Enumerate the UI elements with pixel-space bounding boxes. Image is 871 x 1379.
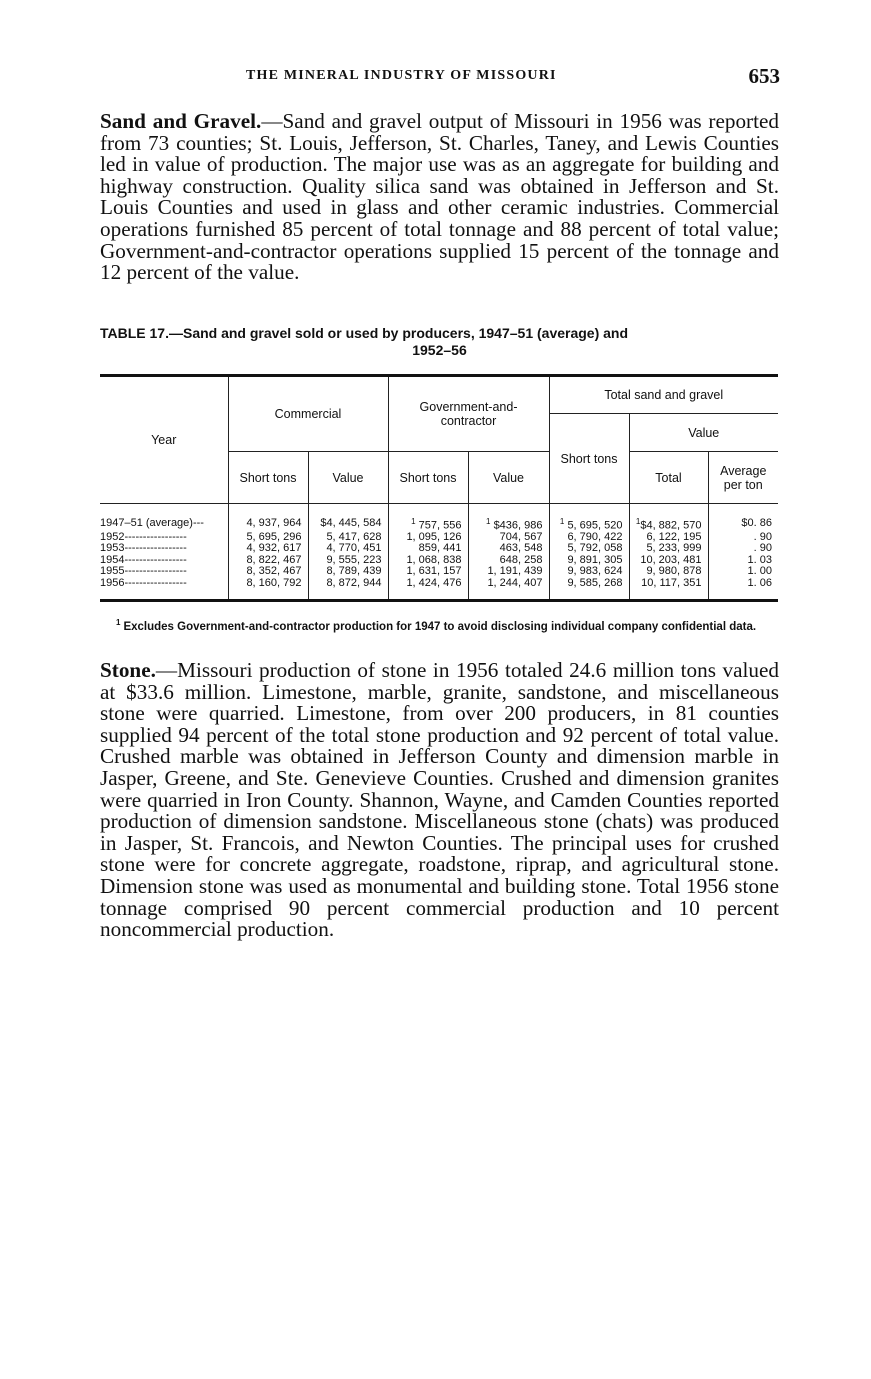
average-cell: . 90	[708, 532, 778, 543]
total-tons-cell: 9, 983, 624	[549, 566, 629, 577]
year-cell: 1952-----------------	[100, 531, 187, 544]
commercial-tons-cell: 4, 937, 964	[228, 504, 308, 533]
footnote-number: 1	[116, 618, 121, 627]
col-header-average-per-ton: Average per ton	[708, 452, 778, 504]
government-tons-cell: 859, 441	[388, 543, 468, 554]
commercial-value-cell: 8, 872, 944	[308, 578, 388, 601]
year-cell: 1947–51 (average)---	[100, 517, 204, 530]
table-caption-line2: 1952–56	[412, 342, 467, 358]
government-tons-cell: $^1$ 757, 556	[388, 504, 468, 533]
government-value-cell: 1, 244, 407	[468, 578, 549, 601]
commercial-value-cell: 8, 789, 439	[308, 566, 388, 577]
year-cell: 1953-----------------	[100, 542, 187, 555]
total-value-cell: 10, 203, 481	[629, 555, 708, 566]
year-cell: 1954-----------------	[100, 553, 187, 566]
average-cell: 1. 00	[708, 566, 778, 577]
stone-text: —Missouri production of stone in 1956 totaled 24.6 million tons valued at $33.6 million. Limestone, marble, granite, sandstone, and miscellaneous stone were quarried. Limestone, from over 200 producers, in 81 counties supplied 94 percent of the total stone production and 92 percent of total value. Crushed marble was obtained in Jefferson County and dimension marble in Jasper, Greene, and Ste. Genevieve Counties. Crushed and dimension granites were quarried in Iron County. Shannon, Wayne, and Camden Counties reported production of dimension sandstone. Miscellaneous stone (chats) was produced in Jasper, St. Francois, and Newton Counties. The principal uses for crushed stone were for concrete aggregate, roadstone, riprap, and agricultural stone. Dimension stone was used as monumental and building stone. Total 1956 stone tonnage comprised 90 percent commercial production and 10 percent noncommercial production.	[100, 658, 779, 942]
table-caption-line1: TABLE 17.—Sand and gravel sold or used by producers, 1947–51 (average) and	[100, 325, 629, 341]
average-cell: 1. 03	[708, 555, 778, 566]
total-tons-cell: 5, 792, 058	[549, 543, 629, 554]
commercial-tons-cell: 8, 352, 467	[228, 566, 308, 577]
page-number: 653	[748, 64, 780, 88]
footnote-mark: 1	[411, 517, 416, 526]
col-header-government: Government-and-contractor	[388, 376, 549, 452]
government-tons-cell: 1, 095, 126	[388, 532, 468, 543]
government-value-cell: 1, 191, 439	[468, 566, 549, 577]
commercial-value-cell: 4, 770, 451	[308, 543, 388, 554]
total-tons-cell: 6, 790, 422	[549, 532, 629, 543]
col-header-value-group: Value	[629, 414, 778, 452]
stone-heading: Stone.	[100, 658, 156, 682]
col-header-total: Total sand and gravel	[549, 376, 778, 414]
footnote-mark: 1	[559, 517, 565, 526]
average-cell: 1. 06	[708, 578, 778, 601]
table-footnote	[100, 617, 779, 633]
commercial-tons-cell: 4, 932, 617	[228, 543, 308, 554]
government-value-cell: $^1$ $436, 986	[468, 504, 549, 533]
footnote-mark: 1	[486, 517, 491, 526]
commercial-value-cell: 9, 555, 223	[308, 555, 388, 566]
col-header-government-value: Value	[468, 452, 549, 504]
sand-gravel-paragraph	[100, 111, 779, 284]
table-caption	[100, 325, 779, 359]
col-header-total-value: Total	[629, 452, 708, 504]
total-value-cell: 6, 122, 195	[629, 532, 708, 543]
average-cell: $0. 86	[708, 504, 778, 533]
col-header-total-short-tons: Short tons	[549, 414, 629, 504]
commercial-value-cell: 5, 417, 628	[308, 532, 388, 543]
total-tons-cell: 9, 585, 268	[549, 578, 629, 601]
commercial-value-cell: $4, 445, 584	[308, 504, 388, 533]
government-tons-cell: 1, 424, 476	[388, 578, 468, 601]
stone-paragraph	[100, 660, 779, 941]
col-header-government-short-tons: Short tons	[388, 452, 468, 504]
total-value-cell: $^1$\$4, 882, 570	[629, 504, 708, 533]
sand-gravel-table	[100, 374, 778, 602]
average-cell: . 90	[708, 543, 778, 554]
year-cell: 1955-----------------	[100, 565, 187, 578]
col-header-commercial: Commercial	[228, 376, 388, 452]
year-cell: 1956-----------------	[100, 578, 228, 601]
running-head	[100, 64, 780, 94]
government-value-cell: 463, 548	[468, 543, 549, 554]
table-row	[100, 504, 778, 533]
table-row	[100, 578, 778, 601]
government-value-cell: 704, 567	[468, 532, 549, 543]
commercial-tons-cell: 8, 822, 467	[228, 555, 308, 566]
col-header-commercial-value: Value	[308, 452, 388, 504]
footnote-mark: 1	[635, 517, 641, 526]
table-row	[100, 566, 778, 577]
total-value-cell: 5, 233, 999	[629, 543, 708, 554]
sand-gravel-heading: Sand and Gravel.	[100, 109, 262, 133]
total-value-cell: 10, 117, 351	[629, 578, 708, 601]
commercial-tons-cell: 5, 695, 296	[228, 532, 308, 543]
sand-gravel-text: —Sand and gravel output of Missouri in 1956 was reported from 73 counties; St. Louis, Jefferson, St. Charles, Taney, and Lewis Counties led in value of production. The major use was as an aggregate for building and highway construction. Quality silica sand was obtained in Jefferson and St. Louis Counties and used in glass and other ceramic industries. Commercial operations furnished 85 percent of total tonnage and 88 percent of total value; Government-and-contractor operations supplied 15 percent of the tonnage and 12 percent of the value.	[100, 109, 779, 285]
col-header-commercial-short-tons: Short tons	[228, 452, 308, 504]
total-tons-cell: 9, 891, 305	[549, 555, 629, 566]
footnote-text: Excludes Government-and-contractor production for 1947 to avoid disclosing individual company confidential data.	[123, 620, 757, 633]
total-value-cell: 9, 980, 878	[629, 566, 708, 577]
government-tons-cell: 1, 631, 157	[388, 566, 468, 577]
government-tons-cell: 1, 068, 838	[388, 555, 468, 566]
running-title: THE MINERAL INDUSTRY OF MISSOURI	[246, 68, 557, 83]
total-tons-cell: $^1$ 5, 695, 520	[549, 504, 629, 533]
col-header-year: Year	[100, 376, 228, 504]
commercial-tons-cell: 8, 160, 792	[228, 578, 308, 601]
government-value-cell: 648, 258	[468, 555, 549, 566]
